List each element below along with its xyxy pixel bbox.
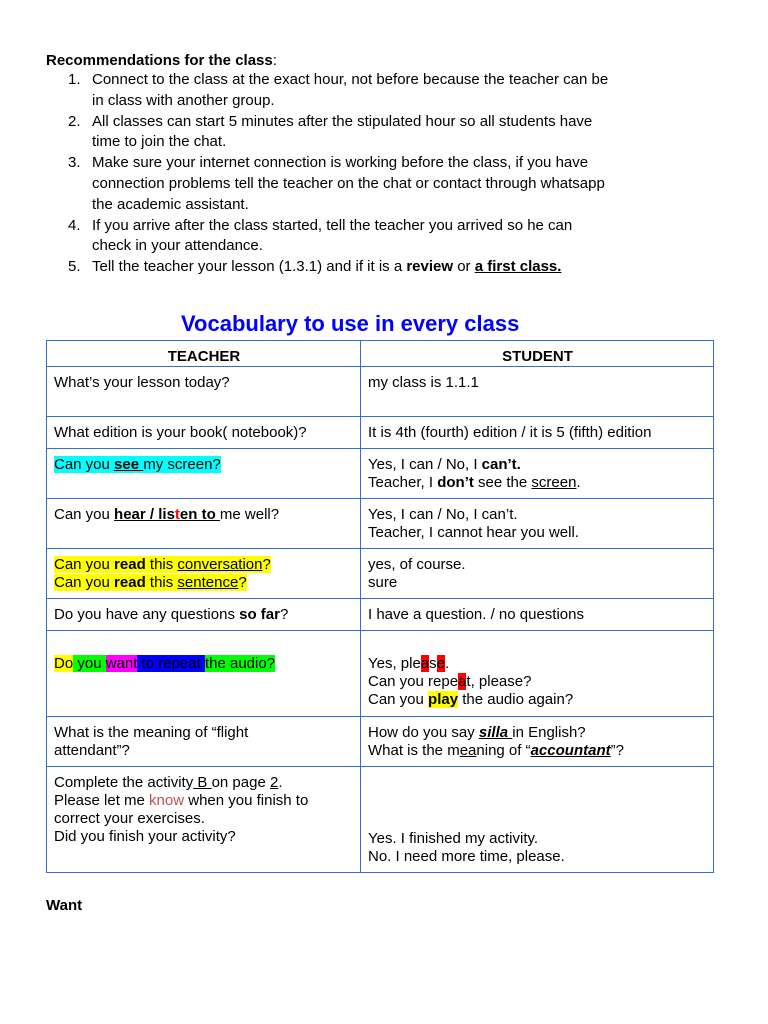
student-cell — [361, 717, 714, 767]
cell-line: Can you play the audio again? — [368, 691, 574, 708]
teacher-cell — [47, 417, 361, 449]
recommendations-list — [46, 70, 686, 278]
list-text: connection problems tell the teacher on the chat or contact through whatsapp — [92, 174, 605, 192]
list-text: Make sure your internet connection is working before the class, if you have — [92, 154, 589, 172]
student-cell — [361, 767, 714, 873]
student-cell — [361, 631, 714, 717]
list-number: 4. — [68, 216, 81, 234]
cell-line: Teacher, I cannot hear you well. — [368, 524, 579, 541]
list-number: 1. — [68, 71, 81, 88]
student-cell — [361, 449, 714, 499]
teacher-cell: Do you have any questions so far? — [47, 599, 361, 631]
recommendations-heading: Recommendations for the class: — [46, 52, 277, 69]
cell-text: I have a question. / no questions — [368, 606, 584, 623]
cell-line: Yes, please. — [368, 655, 450, 672]
table-row — [47, 367, 714, 417]
cell-line: Please let me know when you finish to — [54, 792, 309, 809]
list-number: 5. — [68, 258, 81, 276]
cell-text: It is 4th (fourth) edition / it is 5 (fifth) edition — [368, 424, 652, 441]
teacher-cell — [47, 717, 361, 767]
teacher-cell — [47, 767, 361, 873]
table-row — [47, 717, 714, 767]
cell-line: Teacher, I don’t see the screen. — [368, 474, 581, 491]
student-cell — [361, 499, 714, 549]
list-text: check in your attendance. — [92, 237, 263, 255]
list-item — [46, 70, 686, 112]
cell-line: What is the meaning of “flight — [54, 724, 249, 741]
table-header-row — [47, 341, 714, 367]
list-text: All classes can start 5 minutes after the stipulated hour so all students have — [92, 112, 593, 130]
table-row — [47, 499, 714, 549]
teacher-cell: Can you hear / listen to me well? — [47, 499, 361, 549]
list-item — [46, 257, 686, 278]
cell-line: yes, of course. — [368, 556, 466, 573]
table-row — [47, 631, 714, 717]
hear-listen-text: hear / listen to — [114, 506, 220, 523]
student-cell — [361, 599, 714, 631]
teacher-cell: Do you want to repeat the audio? — [47, 631, 361, 717]
list-text: If you arrive after the class started, tell the teacher you arrived so he can — [92, 216, 573, 234]
cell-line: Did you finish your activity? — [54, 828, 236, 845]
list-text: Connect to the class at the exact hour, not before because the teacher can be — [92, 71, 609, 88]
cell-line: What is the meaning of “accountant”? — [368, 742, 624, 759]
cell-text: What’s your lesson today? — [54, 374, 230, 391]
teacher-cell — [47, 367, 361, 417]
table-row — [47, 767, 714, 873]
cell-line: Can you read this conversation? — [54, 556, 271, 573]
table-row — [47, 549, 714, 599]
table-row — [47, 449, 714, 499]
cell-line: How do you say silla in English? — [368, 724, 586, 741]
table-row — [47, 417, 714, 449]
cell-line: Can you repeat, please? — [368, 673, 532, 690]
header-teacher: TEACHER — [47, 341, 361, 367]
vocabulary-title: Vocabulary to use in every class — [181, 311, 520, 336]
header-student: STUDENT — [361, 341, 714, 367]
cell-line: correct your exercises. — [54, 810, 205, 827]
cell-line: No. I need more time, please. — [368, 848, 565, 865]
cell-line: sure — [368, 574, 398, 591]
list-item — [46, 216, 686, 258]
teacher-cell — [47, 549, 361, 599]
review-word: review — [406, 258, 454, 276]
list-item — [46, 153, 686, 215]
cell-line: Complete the activity B on page 2. — [54, 774, 283, 791]
list-item — [46, 112, 686, 154]
table-row — [47, 599, 714, 631]
student-cell — [361, 549, 714, 599]
list-text: in class with another group. — [92, 91, 275, 109]
first-class-word: a first class. — [474, 258, 562, 276]
vocabulary-table — [46, 340, 714, 873]
list-text: the academic assistant. — [92, 195, 249, 213]
cell-text: What edition is your book( notebook)? — [54, 424, 307, 441]
cell-text: my class is 1.1.1 — [368, 374, 479, 391]
cell-line: Yes, I can / No, I can’t. — [368, 506, 518, 523]
list-text: time to join the chat. — [92, 133, 227, 151]
footer-word: Want — [46, 897, 83, 914]
list-text: Tell the teacher your lesson (1.3.1) and if it is a — [92, 258, 407, 276]
list-text: or — [453, 258, 475, 276]
list-number: 2. — [68, 112, 81, 130]
cell-line: Can you read this sentence? — [54, 574, 247, 591]
cell-line: attendant”? — [54, 742, 130, 759]
list-number: 3. — [68, 154, 81, 172]
teacher-cell — [47, 449, 361, 499]
cell-line: Yes. I finished my activity. — [368, 830, 539, 847]
student-cell — [361, 417, 714, 449]
cell-line: Yes, I can / No, I can’t. — [368, 456, 521, 473]
highlighted-text: Can you see my screen? — [54, 456, 221, 473]
student-cell — [361, 367, 714, 417]
